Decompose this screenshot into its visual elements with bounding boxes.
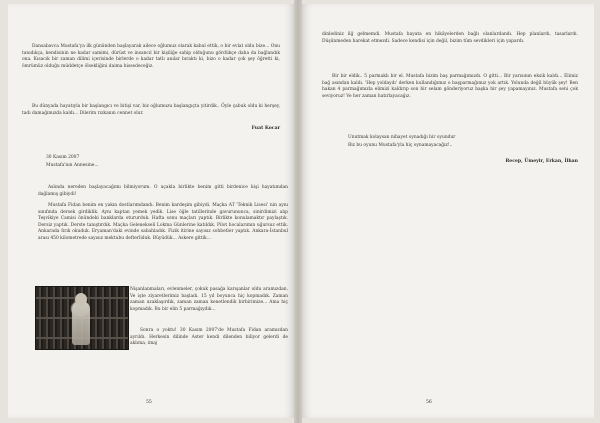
- page-number-right: 56: [426, 400, 432, 405]
- letter-date: 30 Kasım 2007: [46, 155, 80, 160]
- person-silhouette: [72, 301, 90, 345]
- letter-paragraph-4: Sonra o yoktu! 30 Kasım 2007'de Mustafa Fidan aramızdan ayrıldı. Herkesin dilinde Aster kendi dilenden biliyor gelerdi de aklıma, imaj: [130, 328, 288, 347]
- letter-paragraph-3: Nişanlanmaları, evlenmeler, çokuk pasağa karışanlar oldu aramızdan. Ve işte ziyaretlerimiz başladı. 15 yıl boyunca hiç kopmadık. Zaman zaman uzaklaşırdık, zaman zaman kenetlendik birbirimize... Ama hiç kopmadık. Bu bir elin 5 parmağıydık...: [130, 287, 288, 312]
- page-number-left: 55: [146, 400, 152, 405]
- signature-friends: Recep, Ümeyir, Erkan, İlhan: [505, 159, 578, 164]
- signature-fuat: Fuat Kocar: [251, 126, 280, 131]
- right-top-paragraph: dinlediniz ilğ gelmemdi. Mustafa hayata en hikâyelerden bağlı olanlardandı. Hep planlardı, tasarlardı. Düşünmeden harekat etmezdi. Sadece kendisi için değil, bizim tüm sevdikleri için yapardı.: [322, 32, 578, 44]
- memorial-photo: [35, 286, 129, 350]
- left-page: [8, 4, 294, 418]
- letter-greeting: Mustafa'nın Annesine...: [46, 163, 99, 168]
- letter-paragraph-1: Aslında nereden başlayacağımı bilmiyorum. O uçakla birlikte benim gitti birdenice kişi hayatımdan dağlamış gibiydi!: [38, 185, 288, 197]
- intro-paragraph: Dansabavca Mustafa'ya ilk gününden başlayarak ailece oğlumuz olarak kabul ettik, o bir evlat oldu bize... Onu tanıdıkça, kendisinin ne kadar samimi, dürüst ve insancıl bir kişiliğe sahip olduğunu gördükçe daha da bağlandık ona. Kısacık bir zaman dilimi içerisinde birlerde o kadar tatlı anılar bıraktı ki, bizo o kadar çok şey öğretti ki, ömrümüz olduğu müddetçe ölsekliğini daima hissedeceğiz.: [22, 44, 280, 69]
- book-gutter: [294, 0, 302, 423]
- intro-paragraph-2: Bu dünyada hayatıyla bir başlangıcı ve bitişi var, biz oğlumuzu başlangıçta yitirdik.. Öyle çabuk oldu ki herşey, tadı damağımızda kaldı... Dilerim rızkanın cennet olur.: [22, 104, 280, 116]
- poem-line-2: Biz bu oyunu Mustafa'yla hiç oynamayacağız!..: [348, 143, 453, 148]
- letter-paragraph-2: Mustafa Fidan benim en yakın dostlarımdandı. Benim kardeşim gibiydi. Maçka AT 'Teknik Lisesi' nin aynı sınıfında dersek girdiklik. Aynı kaptan yemek yedik. Lise öğle tatillerinde gavurununca, sinirdimizi alıp Teşvikiye Camisi önündeki banklarda otururduk. Hafta sonu maçları yaptık. Birlikte konulamaktır paylaştık. Dersiz yaptık. Derste tanıştırdık. Maçka Gelenekseli Lokma Günlerine katıldık. Pilot hocalarımın uğursuz ettik. Ankarada fırık okuduk. Eryaman'daki evinde sabahladık. Fizik itirine sayısız sohbetler yaptık. Ankara-İstanbul arası 450 kilometrede sayısız mektubu defterliduk. Büyüdük... Askere gittik...: [38, 203, 288, 241]
- right-page: [302, 4, 594, 418]
- poem-line-1: Unutmak kolaysan nihayet oynadığı bir oyundur: [348, 135, 456, 140]
- right-middle-paragraph: Bir bir eldik.. 5 parmaklı bir el. Mustafa bizim baş parmağımızdı. O gitti... Bir yarısının eksik kaldı... Elimiz bağ asından kaldı. 'Hep yoldaydı' derken kullandığımız o başparmağımız yok artık. Yolunda değil büyük şey! Ben hakan 4 parmağımızla elimizi kaldırıp son bir selam gönderiyoruz başka bir şey yapamayınız. Mustafa seni çok seviyoruz! Ve her zaman hatırlayacağız.: [322, 74, 578, 99]
- person-head: [75, 293, 87, 306]
